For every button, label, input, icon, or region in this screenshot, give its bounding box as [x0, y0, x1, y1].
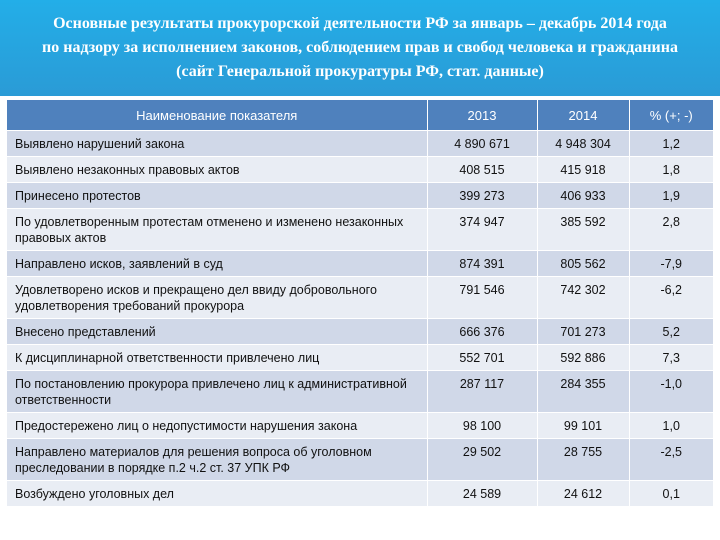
table-row — [7, 439, 713, 481]
cell-percent-change: -1,0 — [629, 371, 713, 413]
cell-value-2014: 701 273 — [537, 319, 629, 345]
cell-indicator-name: Внесено представлений — [7, 319, 427, 345]
cell-value-2013: 399 273 — [427, 183, 537, 209]
cell-value-2014: 385 592 — [537, 209, 629, 251]
cell-value-2014: 284 355 — [537, 371, 629, 413]
cell-value-2014: 99 101 — [537, 413, 629, 439]
cell-percent-change: 1,0 — [629, 413, 713, 439]
table-row — [7, 345, 713, 371]
cell-indicator-name: Направлено материалов для решения вопроса об уголовном преследовании в порядке п.2 ч.2 ст. 37 УПК РФ — [7, 439, 427, 481]
cell-indicator-name: Принесено протестов — [7, 183, 427, 209]
cell-value-2014: 24 612 — [537, 481, 629, 507]
table-row — [7, 157, 713, 183]
cell-value-2013: 4 890 671 — [427, 131, 537, 157]
cell-value-2014: 592 886 — [537, 345, 629, 371]
title-line: по надзору за исполнением законов, соблюдением прав и свобод человека и гражданина — [42, 39, 678, 56]
table-row — [7, 277, 713, 319]
table-header — [7, 100, 713, 131]
cell-percent-change: 1,8 — [629, 157, 713, 183]
cell-value-2013: 29 502 — [427, 439, 537, 481]
cell-value-2014: 415 918 — [537, 157, 629, 183]
title-line: Основные результаты прокурорской деятельности РФ за январь – декабрь 2014 года — [53, 15, 667, 32]
cell-indicator-name: По удовлетворенным протестам отменено и изменено незаконных правовых актов — [7, 209, 427, 251]
header-indicator-name: Наименование показателя — [7, 100, 427, 131]
table-row — [7, 209, 713, 251]
slide-title — [0, 0, 720, 96]
cell-percent-change: 1,2 — [629, 131, 713, 157]
table-row — [7, 413, 713, 439]
table-row — [7, 251, 713, 277]
table-row — [7, 371, 713, 413]
cell-percent-change: 7,3 — [629, 345, 713, 371]
cell-indicator-name: По постановлению прокурора привлечено лиц к административной ответственности — [7, 371, 427, 413]
cell-indicator-name: Выявлено незаконных правовых актов — [7, 157, 427, 183]
cell-indicator-name: Удовлетворено исков и прекращено дел ввиду добровольного удовлетворения требований прокурора — [7, 277, 427, 319]
cell-indicator-name: Предостережено лиц о недопустимости нарушения закона — [7, 413, 427, 439]
header-percent-change: % (+; -) — [629, 100, 713, 131]
table-row — [7, 131, 713, 157]
cell-percent-change: 1,9 — [629, 183, 713, 209]
cell-value-2013: 552 701 — [427, 345, 537, 371]
cell-value-2013: 874 391 — [427, 251, 537, 277]
cell-indicator-name: Возбуждено уголовных дел — [7, 481, 427, 507]
cell-value-2013: 98 100 — [427, 413, 537, 439]
cell-indicator-name: К дисциплинарной ответственности привлечено лиц — [7, 345, 427, 371]
cell-percent-change: 0,1 — [629, 481, 713, 507]
cell-value-2013: 24 589 — [427, 481, 537, 507]
cell-value-2014: 742 302 — [537, 277, 629, 319]
cell-value-2014: 805 562 — [537, 251, 629, 277]
cell-percent-change: -2,5 — [629, 439, 713, 481]
table-row — [7, 183, 713, 209]
cell-value-2014: 28 755 — [537, 439, 629, 481]
cell-value-2014: 4 948 304 — [537, 131, 629, 157]
cell-value-2013: 374 947 — [427, 209, 537, 251]
table-body — [7, 131, 713, 507]
table-row — [7, 481, 713, 507]
cell-indicator-name: Выявлено нарушений закона — [7, 131, 427, 157]
cell-value-2013: 408 515 — [427, 157, 537, 183]
cell-percent-change: -6,2 — [629, 277, 713, 319]
table-row — [7, 319, 713, 345]
cell-value-2013: 666 376 — [427, 319, 537, 345]
cell-value-2013: 791 546 — [427, 277, 537, 319]
cell-value-2013: 287 117 — [427, 371, 537, 413]
results-table — [7, 100, 713, 506]
cell-percent-change: 5,2 — [629, 319, 713, 345]
header-row — [7, 100, 713, 131]
cell-value-2014: 406 933 — [537, 183, 629, 209]
header-year-2014: 2014 — [537, 100, 629, 131]
cell-indicator-name: Направлено исков, заявлений в суд — [7, 251, 427, 277]
cell-percent-change: 2,8 — [629, 209, 713, 251]
header-year-2013: 2013 — [427, 100, 537, 131]
cell-percent-change: -7,9 — [629, 251, 713, 277]
title-line: (сайт Генеральной прокуратуры РФ, стат. данные) — [176, 63, 544, 80]
